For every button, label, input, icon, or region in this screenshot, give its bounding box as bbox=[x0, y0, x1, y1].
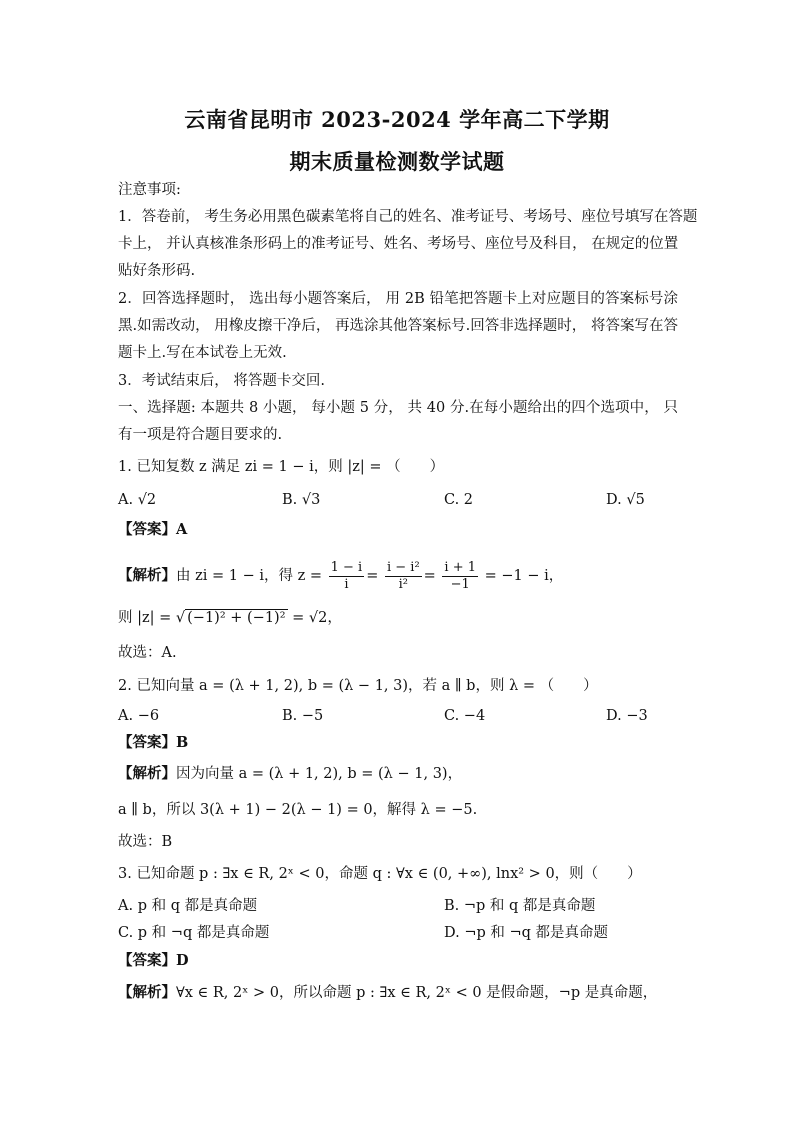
section-1-line-b: 有一项是符合题目要求的. bbox=[118, 427, 283, 443]
analysis-label: 【解析】 bbox=[118, 984, 176, 1001]
section-1-line-a: 一、选择题: 本题共 8 小题， 每小题 5 分， 共 40 分.在每小题给出的四个选项中， 只 bbox=[118, 400, 678, 416]
notice-item-2-line-a: 2．回答选择题时， 选出每小题答案后， 用 2B 铅笔把答题卡上对应题目的答案标号涂 bbox=[118, 291, 678, 307]
analysis-text: 由 zi = 1 − i，得 z = bbox=[176, 568, 322, 584]
analysis-text: ∀x ∈ R, 2ˣ > 0，所以命题 p : ∃x ∈ R, 2ˣ < 0 是假命题，¬p 是真命题， bbox=[176, 985, 658, 1001]
radicand: (−1)² + (−1)² bbox=[187, 610, 286, 626]
notice-item-1-line-a: 1．答卷前， 考生务必用黑色碳素笔将自己的姓名、准考证号、考场号、座位号填写在答题 bbox=[118, 209, 698, 225]
fraction-denominator: i bbox=[344, 576, 349, 592]
fraction-denominator: i² bbox=[398, 576, 408, 592]
notice-item-3: 3．考试结束后， 将答题卡交回. bbox=[118, 373, 325, 389]
fraction-numerator: i − i² bbox=[386, 559, 420, 575]
q2-analysis-line-1 bbox=[118, 764, 678, 784]
fraction-numerator: 1 − i bbox=[330, 559, 363, 575]
q1-option-c: C. 2 bbox=[444, 492, 474, 508]
q2-option-b: B. −5 bbox=[282, 708, 324, 724]
title-line-2: 期末质量检测数学试题 bbox=[289, 149, 505, 174]
title-line-1: 云南省昆明市 2023-2024 学年高二下学期 bbox=[184, 107, 610, 132]
q1-option-b: B. √3 bbox=[282, 492, 321, 508]
q1-option-d: D. √5 bbox=[606, 492, 645, 508]
q3-option-d: D. ¬p 和 ¬q 都是真命题 bbox=[444, 925, 609, 941]
q1-choose: 故选：A. bbox=[118, 645, 177, 661]
q1-analysis-line-2 bbox=[118, 608, 678, 628]
q1-analysis-line-1: 【解析】由 zi = 1 − i，得 z = $\frac{1 - i}{i}$ = $\frac{\text{i − i²}}{\text{i²}}$ = $\frac{i + 1}{-1}$ = −1 − i， bbox=[118, 559, 564, 592]
modulus-prefix: 则 |z| = bbox=[118, 610, 172, 626]
q1-option-a: A. √2 bbox=[118, 492, 157, 508]
fraction-denominator: −1 bbox=[450, 576, 470, 592]
notice-item-2-line-b: 黑.如需改动， 用橡皮擦干净后， 再选涂其他答案标号.回答非选择题时， 将答案写在答 bbox=[118, 318, 678, 334]
q2-option-c: C. −4 bbox=[444, 708, 486, 724]
q2-analysis-line-2: a ∥ b，所以 3(λ + 1) − 2(λ − 1) = 0，解得 λ = −5. bbox=[118, 802, 478, 818]
q3-stem: 3. 已知命题 p : ∃x ∈ R, 2ˣ < 0，命题 q : ∀x ∈ (0, +∞), lnx² > 0，则（ ） bbox=[118, 866, 642, 882]
notice-item-2-line-c: 题卡上.写在本试卷上无效. bbox=[118, 345, 287, 361]
analysis-label: 【解析】 bbox=[118, 567, 176, 584]
analysis-text: = −1 − i， bbox=[484, 568, 564, 584]
fraction-numerator: i + 1 bbox=[444, 559, 477, 575]
fraction bbox=[442, 560, 478, 593]
q2-answer: 【答案】B bbox=[118, 734, 189, 751]
q1-stem: 1. 已知复数 z 满足 zi = 1 − i，则 |z| = （ ） bbox=[118, 459, 445, 475]
notice-heading: 注意事项: bbox=[118, 182, 181, 198]
analysis-text: 因为向量 a = (λ + 1, 2), b = (λ − 1, 3)， bbox=[176, 766, 463, 782]
q2-option-a: A. −6 bbox=[118, 708, 160, 724]
fraction bbox=[385, 560, 422, 593]
notice-item-1-line-c: 贴好条形码. bbox=[118, 263, 196, 279]
q3-option-a: A. p 和 q 都是真命题 bbox=[118, 898, 258, 914]
square-root: √ (−1)² + (−1)² bbox=[175, 610, 286, 626]
q3-answer: 【答案】D bbox=[118, 952, 189, 969]
q3-analysis-line-1 bbox=[118, 983, 678, 1003]
q2-stem: 2. 已知向量 a = (λ + 1, 2), b = (λ − 1, 3)，若 a ∥ b，则 λ = （ ） bbox=[118, 678, 598, 694]
modulus-suffix: = √2， bbox=[292, 610, 342, 626]
q2-choose: 故选：B bbox=[118, 834, 173, 850]
q3-option-c: C. p 和 ¬q 都是真命题 bbox=[118, 925, 270, 941]
notice-item-1-line-b: 卡上， 并认真核准条形码上的准考证号、姓名、考场号、座位号及科目， 在规定的位置 bbox=[118, 236, 679, 252]
q2-option-d: D. −3 bbox=[606, 708, 648, 724]
fraction bbox=[329, 560, 365, 593]
q1-answer: 【答案】A bbox=[118, 521, 188, 538]
analysis-label: 【解析】 bbox=[118, 765, 176, 782]
q3-option-b: B. ¬p 和 q 都是真命题 bbox=[444, 898, 596, 914]
